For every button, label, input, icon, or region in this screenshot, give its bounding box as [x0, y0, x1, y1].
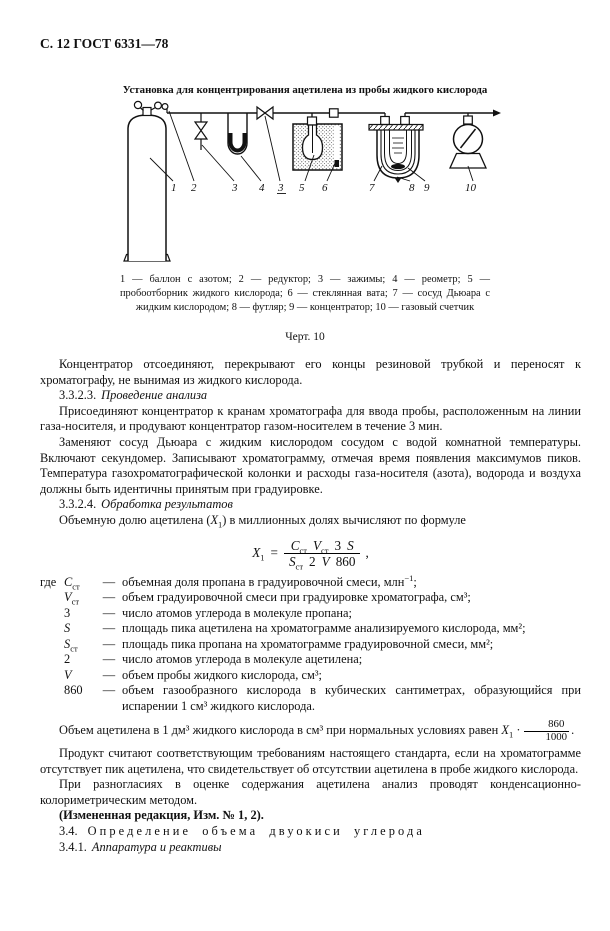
section-title: Проведение анализа [101, 388, 208, 403]
dash: — [102, 636, 116, 651]
figure-label: 3 [232, 182, 238, 194]
constant: 3 [64, 605, 71, 620]
paragraph: При разногласиях в оценке содержания ацетилена анализ проводят конденсационно-колориметрическим методом. [40, 777, 581, 807]
section-title: Аппаратура и реактивы [91, 839, 222, 854]
constant: 2 [309, 553, 316, 569]
text-run: Объем ацетилена в 1 дм³ жидкого кислорода в см³ при нормальных условиях равен [59, 722, 499, 737]
body-text [40, 357, 581, 855]
section-number: 3.3.2.3. [59, 388, 97, 403]
where-symbol [64, 590, 96, 606]
formula-term [336, 554, 356, 569]
variable-subscript: ст [70, 643, 78, 653]
variable-subscript: ст [321, 545, 329, 556]
section-heading-3-3-2-4 [40, 497, 581, 513]
amendment-note: (Измененная редакция, Изм. № 1, 2). [59, 808, 264, 823]
variable-symbol: S [288, 553, 296, 569]
where-row [40, 652, 581, 668]
equals-sign: = [270, 545, 278, 561]
formula-term [288, 553, 304, 572]
variable-symbol: V [64, 590, 72, 605]
gas-cylinder [124, 101, 170, 261]
formula-term [290, 537, 307, 556]
variable-symbol: X [210, 512, 219, 527]
where-description: объем газообразного кислорода в кубических сантиметрах, образующийся при испарении 1 см³ жидкого кислорода. [122, 683, 581, 713]
text-run: . [571, 722, 575, 737]
superscript: −1 [404, 572, 414, 583]
dash: — [102, 605, 116, 620]
constant: 860 [64, 683, 83, 698]
figure-label: 4 [259, 182, 265, 194]
figure-label: 5 [299, 182, 305, 194]
pipe-fitting [330, 109, 339, 117]
dash: — [102, 621, 116, 636]
figure-title: Установка для концентрирования ацетилена из пробы жидкого кислорода [122, 84, 488, 96]
where-row [40, 606, 581, 622]
where-row [40, 668, 581, 684]
paragraph [40, 513, 581, 529]
figure-label: 7 [369, 182, 375, 194]
where-symbol [64, 637, 96, 653]
text-run: ) в миллионных долях вычисляют по формуле [222, 512, 466, 527]
formula [40, 537, 581, 572]
figure-label: 9 [424, 182, 430, 194]
variable-symbol: V [312, 537, 322, 553]
formula-term [322, 554, 330, 569]
reducer [151, 102, 168, 113]
where-lead: где [40, 574, 57, 589]
dash: — [102, 574, 116, 589]
figure-label: 3 [278, 182, 284, 194]
where-row [40, 590, 581, 606]
where-symbol [64, 621, 96, 637]
outlet-arrow-icon [493, 110, 501, 117]
constant: 2 [64, 652, 71, 667]
paragraph: Концентратор отсоединяют, перекрывают его концы резиновой трубкой и переносят к хроматографу, не вынимая из жидкого кислорода. [40, 357, 581, 387]
section-title: Обработка результатов [101, 497, 233, 512]
rheometer [228, 113, 247, 154]
where-row [40, 575, 581, 591]
variable-subscript: 1 [218, 519, 223, 530]
paragraph: Присоединяют концентратор к кранам хроматографа для ввода пробы, расположенным на линии газа-носителя, и продувают концентратор газом-носителем в течение 3 мин. [40, 403, 581, 434]
variable-subscript: ст [71, 596, 80, 607]
variable-subscript: 1 [260, 552, 265, 563]
fraction-numerator [286, 537, 359, 556]
where-row [40, 637, 581, 653]
inline-fraction [524, 719, 569, 743]
formula-term [312, 537, 329, 556]
figure-label: 8 [409, 182, 415, 194]
figure-label: 6 [322, 182, 328, 194]
multiply-dot: · [516, 722, 521, 737]
clamp-valve-1 [195, 113, 207, 150]
formula-term [335, 538, 342, 553]
variable-subscript: ст [299, 545, 307, 556]
figure-labels [171, 182, 477, 194]
variable-symbol: S [347, 537, 354, 553]
text-run: объемная доля пропана в градуировочной смеси, млн [122, 574, 405, 589]
variable-symbol: S [64, 636, 71, 651]
where-symbol [64, 668, 96, 684]
where-description: площадь пика ацетилена на хроматограмме анализируемого кислорода, мм²; [122, 621, 526, 636]
section-number: 3.4.1. [59, 839, 87, 854]
constant: 3 [334, 537, 342, 553]
fraction-numerator: 860 [548, 718, 565, 731]
where-description: объем пробы жидкого кислорода, см³; [122, 667, 322, 682]
where-description: число атомов углерода в молекуле ацетилена; [122, 652, 363, 667]
page-header: С. 12 ГОСТ 6331—78 [40, 36, 169, 51]
section-number: 3.4. [59, 824, 78, 838]
text-run: Объемную долю ацетилена ( [59, 512, 211, 527]
dash: — [102, 590, 116, 605]
fraction [284, 537, 361, 572]
fraction-denominator: 1000 [524, 731, 569, 744]
formula-lhs [252, 545, 264, 561]
variable-subscript: 1 [508, 729, 514, 740]
where-description [122, 572, 581, 591]
variable-symbol: C [64, 574, 73, 589]
variable-symbol: X [252, 545, 261, 561]
variable-symbol: V [321, 553, 330, 569]
where-definitions [40, 572, 581, 715]
variable-symbol: S [64, 621, 71, 636]
formula-term [309, 554, 316, 569]
variable-subscript: ст [295, 561, 304, 572]
concentrator [390, 130, 407, 183]
section-title: Определение объема двуокиси углерода [87, 824, 425, 838]
where-description: площадь пика пропана на хроматограмме градуировочной смеси, мм²; [122, 636, 494, 651]
where-description: число атомов углерода в молекуле пропана; [122, 605, 352, 620]
formula-term [347, 538, 354, 553]
dash: — [102, 652, 116, 667]
paragraph [40, 719, 581, 743]
constant: 860 [335, 553, 356, 569]
where-description: объем градуировочной смеси при градуировке хроматографа, см³; [122, 590, 471, 605]
paragraph: Продукт считают соответствующим требованиям настоящего стандарта, если на хроматограмме отсутствует пик ацетилена, что свидетельствует об отсутствии ацетилена в пробе жидкого кислорода. [40, 746, 581, 776]
variable-symbol: V [64, 667, 72, 682]
apparatus-diagram [105, 98, 505, 270]
figure-label: 1 [171, 182, 177, 194]
section-heading-3-4 [40, 824, 581, 840]
section-heading-3-3-2-3 [40, 388, 581, 404]
dash: — [102, 667, 116, 682]
section-number: 3.3.2.4. [59, 497, 97, 512]
where-row [40, 683, 581, 714]
text-run: ; [413, 574, 417, 589]
paragraph: Заменяют сосуд Дьюара с жидким кислородом сосудом с водой комнатной температуры. Включают секундомер. Записывают хроматограмму, отмечая время появления максимумов пиков. Температура газохроматографической колонки и расходы газа-носителя (азота), водорода и воздуха должны быть идентичны принятым при градуировке. [40, 434, 581, 496]
section-heading-3-4-1 [40, 840, 581, 856]
figure-caption: 1 — баллон с азотом; 2 — редуктор; 3 — зажимы; 4 — реометр; 5 — пробоотборник жидкого кислорода; 6 — стеклянная вата; 7 — сосуд Дьюара с жидким кислородом; 8 — футляр; 9 — концентратор; 10 — газовый счетчик [120, 274, 490, 313]
fraction-denominator [284, 553, 361, 572]
figure-label: 10 [465, 182, 476, 194]
variable-subscript: ст [72, 581, 80, 591]
variable-symbol: X [501, 722, 509, 737]
dash: — [102, 683, 116, 698]
variable-symbol: C [290, 537, 300, 553]
gas-meter [450, 113, 486, 168]
where-symbol [64, 575, 96, 591]
figure-label: 2 [191, 182, 197, 194]
where-row [40, 621, 581, 637]
figure-number: Черт. 10 [285, 331, 325, 343]
formula-comma: , [365, 545, 369, 561]
